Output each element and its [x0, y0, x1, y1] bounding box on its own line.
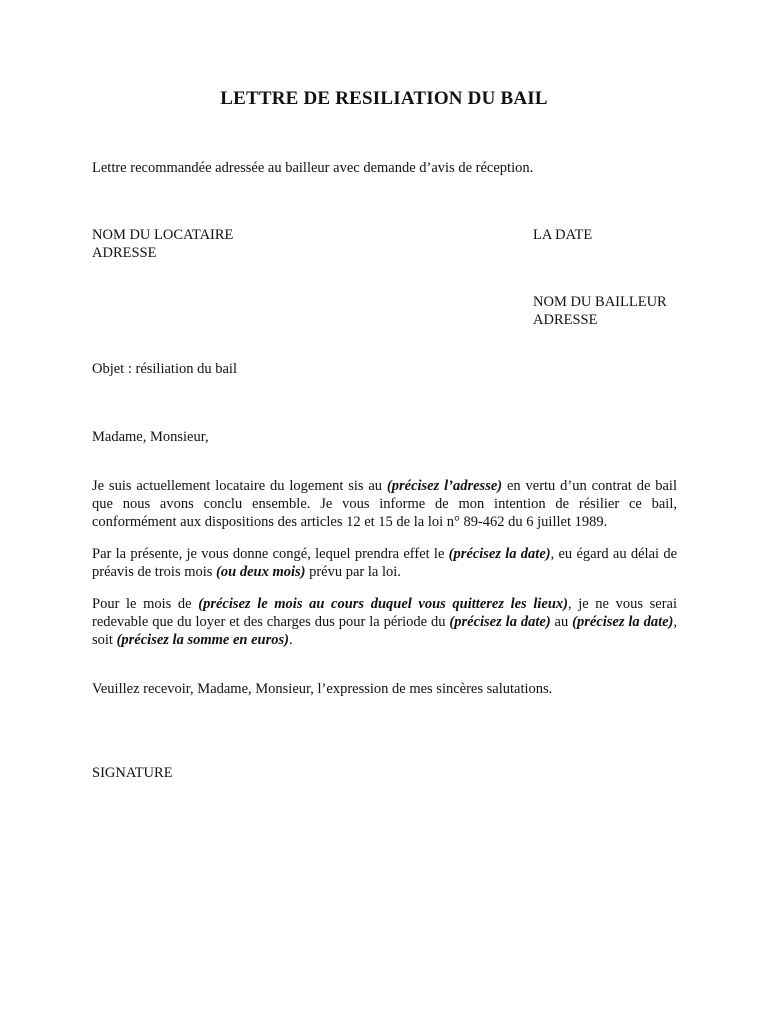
placeholder-end-date: (précisez la date) [572, 614, 674, 630]
paragraph-text: , eu égard au délai de préavis de trois mois [92, 546, 677, 580]
landlord-name: NOM DU BAILLEUR [533, 294, 667, 310]
placeholder-date: (précisez la date) [448, 546, 551, 562]
closing-line: Veuillez recevoir, Madame, Monsieur, l’expression de mes sincères salutations. [92, 681, 553, 697]
paragraph-tenancy [92, 477, 677, 531]
paragraph-text: au [550, 614, 573, 630]
paragraph-text: Pour le mois de [92, 596, 199, 612]
intro-line: Lettre recommandée adressée au bailleur avec demande d’avis de réception. [92, 160, 534, 176]
subject-line: Objet : résiliation du bail [92, 361, 237, 377]
signature-label: SIGNATURE [92, 765, 173, 781]
placeholder-notice-period: (ou deux mois) [216, 564, 306, 580]
salutation: Madame, Monsieur, [92, 429, 209, 445]
paragraph-text: prévu par la loi. [305, 564, 401, 580]
landlord-address: ADRESSE [533, 312, 598, 328]
placeholder-month: (précisez le mois au cours duquel vous quitterez les lieux) [198, 596, 568, 612]
paragraph-notice [92, 545, 677, 581]
date-field: LA DATE [533, 227, 593, 243]
tenant-block [92, 226, 233, 262]
landlord-block [533, 293, 667, 329]
placeholder-address: (précisez l’adresse) [386, 478, 503, 494]
placeholder-start-date: (précisez la date) [449, 614, 551, 630]
paragraph-text: Je suis actuellement locataire du logement sis au [92, 478, 387, 494]
paragraph-text: en vertu d’un contrat de bail que nous avons conclu ensemble. Je vous informe de mon intention de résilier ce bail, conformément aux dispositions des articles 12 et 15 de la loi n° 89-462 du 6 juillet 1989. [92, 478, 677, 530]
tenant-name: NOM DU LOCATAIRE [92, 227, 234, 243]
paragraph-text: Par la présente, je vous donne congé, lequel prendra effet le [92, 546, 449, 562]
placeholder-amount: (précisez la somme en euros) [116, 632, 289, 648]
tenant-address: ADRESSE [92, 245, 157, 261]
paragraph-payment [92, 595, 677, 649]
paragraph-text: , soit [92, 614, 678, 648]
paragraph-text: . [288, 632, 293, 648]
paragraph-text: , je ne vous serai redevable que du loyer et des charges dus pour la période du [92, 596, 677, 630]
document-title: LETTRE DE RESILIATION DU BAIL [220, 88, 548, 109]
